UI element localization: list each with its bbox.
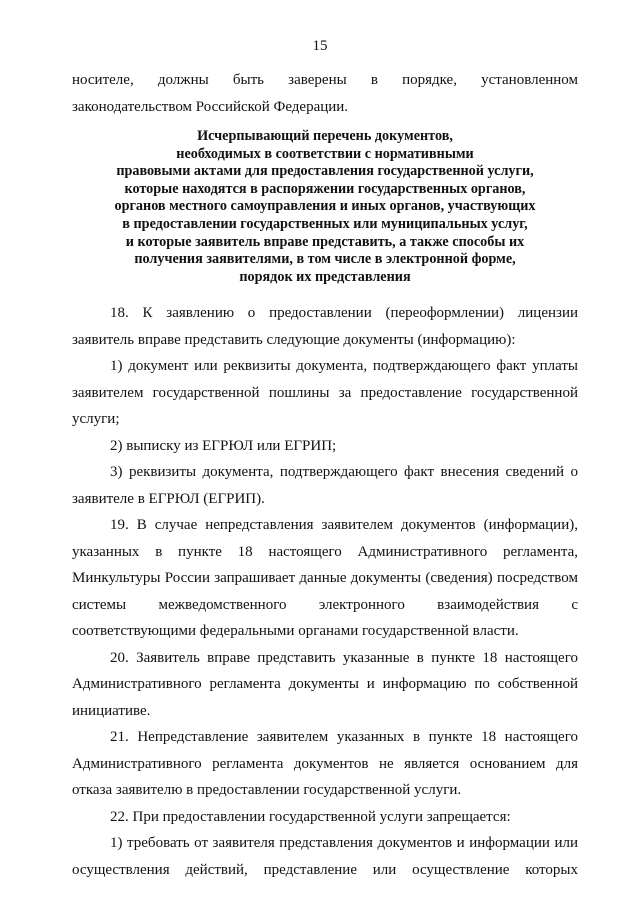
heading-line: порядок их представления xyxy=(239,268,411,285)
paragraph-18-item-1: 1) документ или реквизиты документа, подтверждающего факт уплаты заявителем государственной пошлины за предоставление государственной услуги; xyxy=(72,358,578,428)
section-heading xyxy=(72,128,578,286)
heading-line: получения заявителями, в том числе в электронной форме, xyxy=(134,251,516,268)
heading-line: в предоставлении государственных или муниципальных услуг, xyxy=(122,215,528,232)
heading-line: необходимых в соответствии с нормативными xyxy=(176,145,474,162)
paragraph-22-item-1: 1) требовать от заявителя представления документов и информации или осуществления действий, представление или осуществление которых xyxy=(72,835,578,878)
heading-line: Исчерпывающий перечень документов, xyxy=(197,128,453,144)
heading-line: органов местного самоуправления и иных органов, участвующих xyxy=(114,198,536,215)
heading-line: которые находятся в распоряжении государственных органов, xyxy=(124,180,526,197)
paragraph-20: 20. Заявитель вправе представить указанные в пункте 18 настоящего Административного регламента документы и информацию по собственной инициативе. xyxy=(72,649,578,719)
heading-line: правовыми актами для предоставления государственной услуги, xyxy=(116,163,534,180)
paragraph-21: 21. Непредставление заявителем указанных в пункте 18 настоящего Административного регламента документов не является основанием для отказа заявителю в предоставлении государственной услуги. xyxy=(72,729,578,799)
page-number: 15 xyxy=(312,38,328,54)
intro-line-2: законодательством Российской Федерации. xyxy=(72,98,349,115)
paragraph-18: 18. К заявлению о предоставлении (переоформлении) лицензии заявитель вправе представить следующие документы (информацию): xyxy=(72,305,578,348)
paragraph-22: 22. При предоставлении государственной услуги запрещается: xyxy=(110,808,511,825)
page-content xyxy=(72,67,578,883)
paragraph-18-item-3: 3) реквизиты документа, подтверждающего факт внесения сведений о заявителе в ЕГРЮЛ (ЕГРИП). xyxy=(72,464,578,507)
paragraph-18-item-2: 2) выписку из ЕГРЮЛ или ЕГРИП; xyxy=(110,437,337,454)
heading-line: и которые заявитель вправе представить, а также способы их xyxy=(125,233,525,250)
paragraph-19: 19. В случае непредставления заявителем документов (информации), указанных в пункте 18 настоящего Административного регламента, Минкультуры России запрашивает данные документы (сведения) посредством системы межведомственного электронного взаимодействия с соответствующими федеральными органами государственной власти. xyxy=(72,517,578,640)
intro-line-1: носителе, должны быть заверены в порядке, установленном xyxy=(72,72,578,88)
